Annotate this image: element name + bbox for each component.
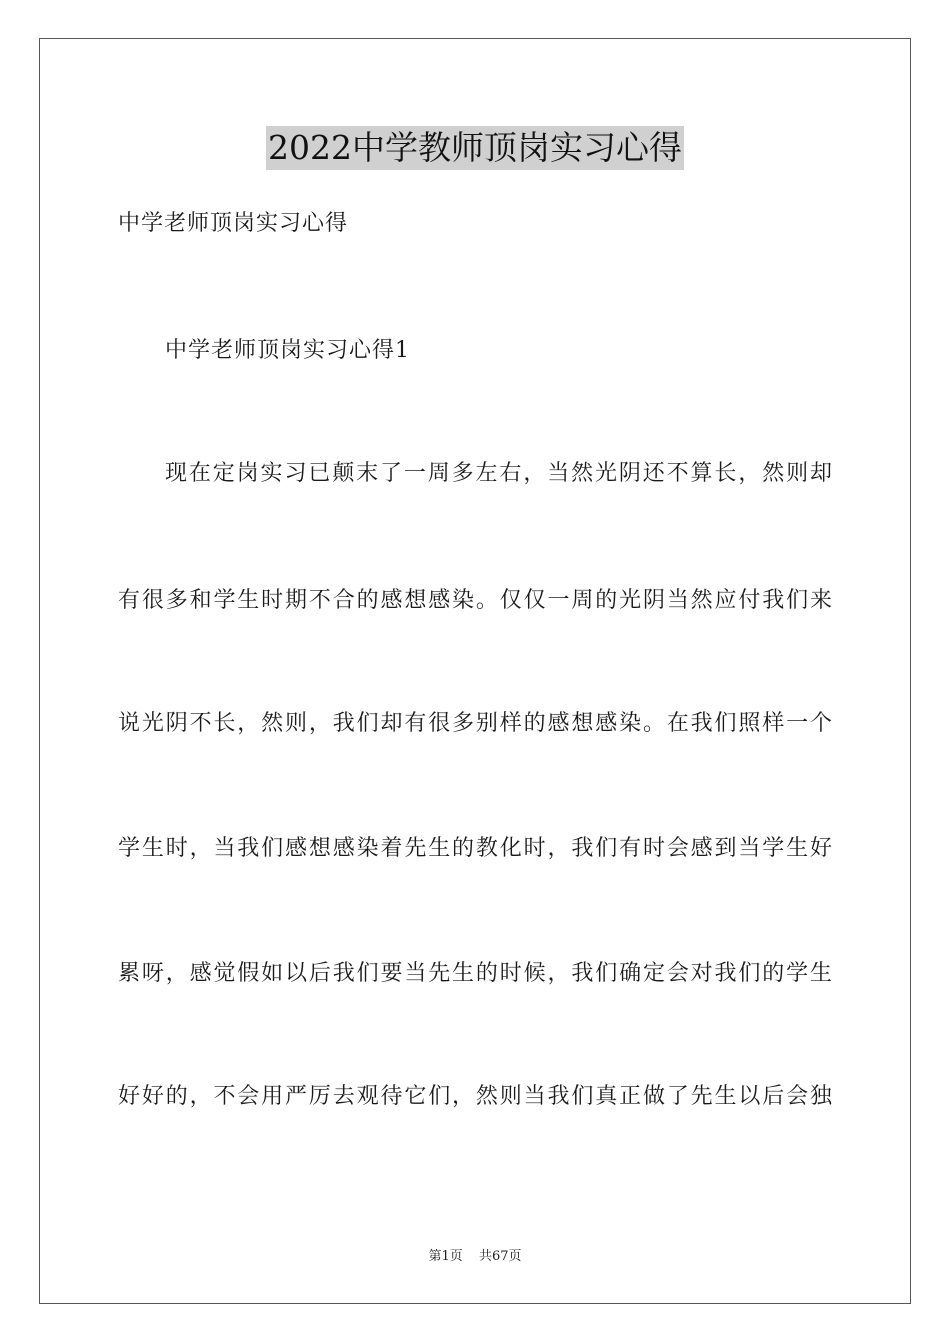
document-title: 2022中学教师顶岗实习心得	[266, 126, 684, 170]
body-line-6: 好好的，不会用严厉去观待它们，然则当我们真正做了先生以后会独	[118, 1084, 832, 1109]
body-line-5: 累呀，感觉假如以后我们要当先生的时候，我们确定会对我们的学生	[118, 961, 832, 986]
title-container	[0, 126, 950, 170]
body-line-4: 学生时，当我们感想感染着先生的教化时，我们有时会感到当学生好	[118, 836, 832, 861]
page-number: 第1页	[428, 1249, 463, 1264]
document-subtitle: 中学老师顶岗实习心得	[118, 211, 349, 236]
page-footer	[0, 1248, 950, 1266]
body-line-2: 有很多和学生时期不合的感想感染。仅仅一周的光阴当然应付我们来	[118, 588, 832, 613]
section-heading: 中学老师顶岗实习心得1	[165, 338, 410, 363]
body-line-1: 现在定岗实习已颠末了一周多左右，当然光阴还不算长，然则却	[165, 461, 832, 486]
page-total: 共67页	[478, 1249, 522, 1264]
body-line-3: 说光阴不长，然则，我们却有很多别样的感想感染。在我们照样一个	[118, 711, 832, 736]
